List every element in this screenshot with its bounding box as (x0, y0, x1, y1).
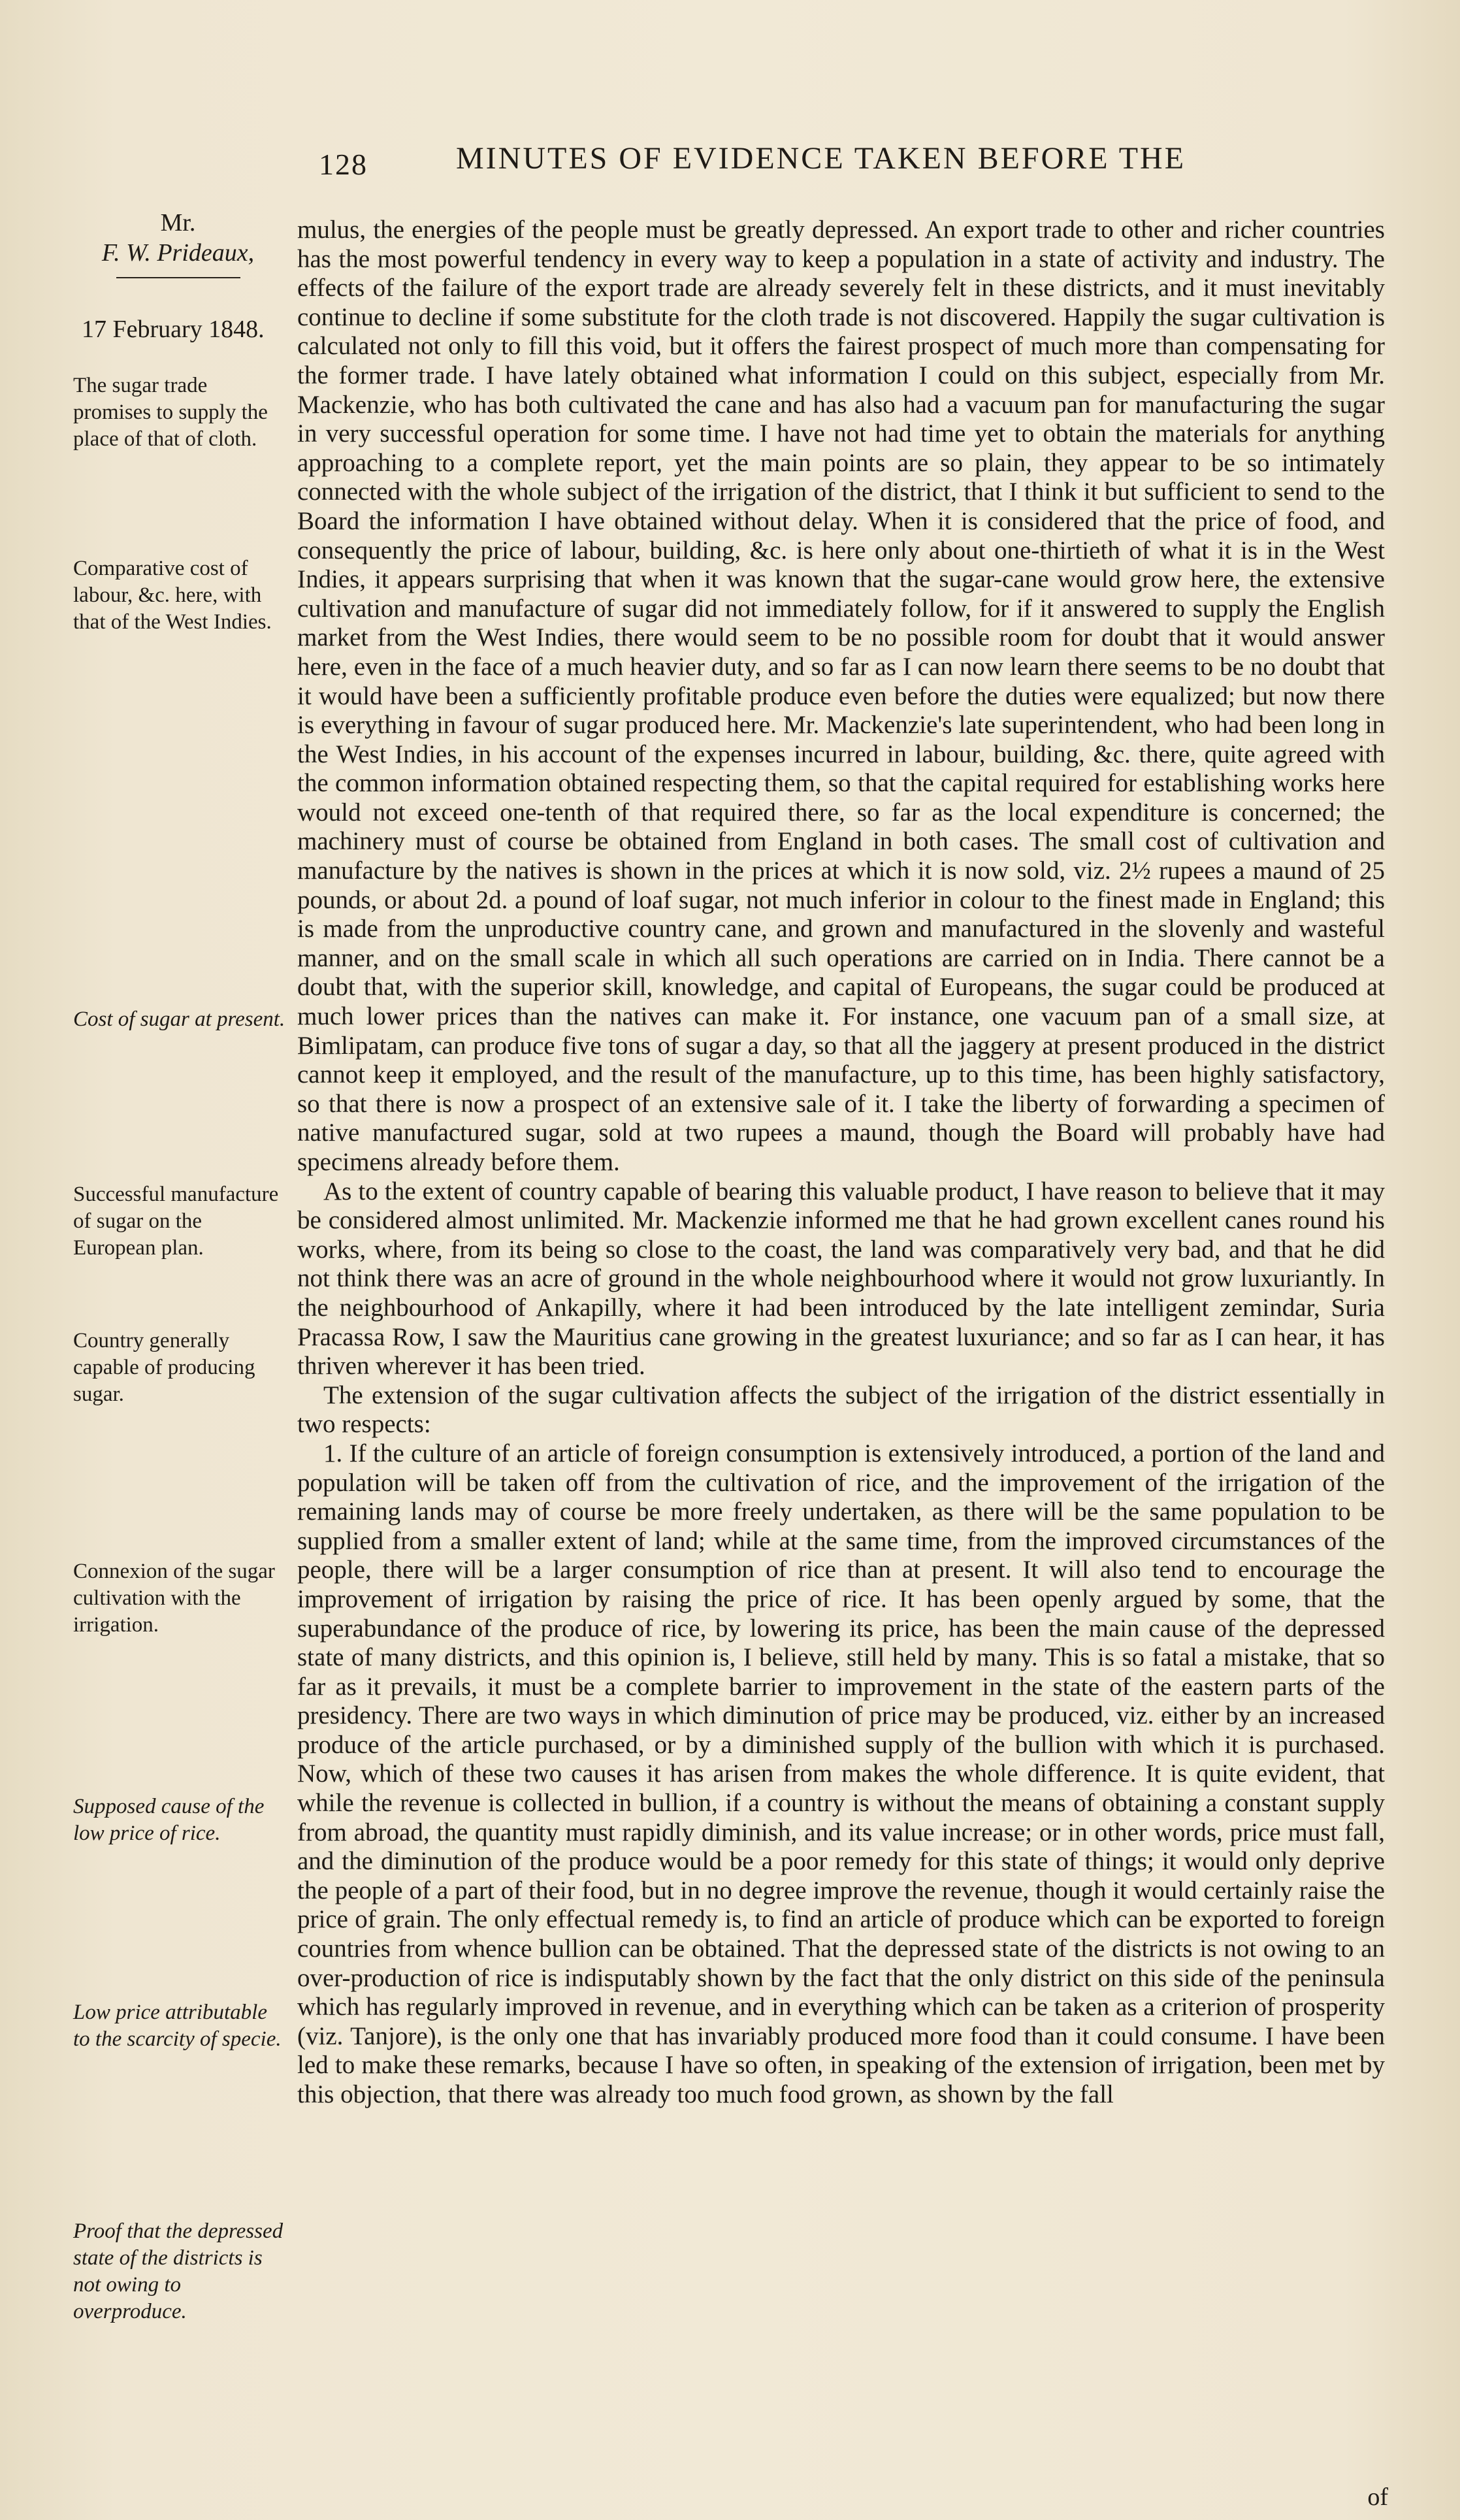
marginal-note: Connexion of the sugar cultivation with the irrigation. (73, 1560, 275, 1637)
evidence-date: 17 February 1848. (82, 316, 265, 343)
paragraph: mulus, the energies of the people must be greatly depressed. An export trade to other and richer countries has the most powerful tendency in every way to keep a population in a state of activity and industry. The effects of the failure of the export trade are already severely felt in these districts, and it must inevitably continue to decline if some substitute for the cloth trade is not discovered. Happily the sugar cultivation is calculated not only to fill this void, but it offers the fairest prospect of much more than compensating for the former trade. I have lately obtained what information I could on this subject, especially from Mr. Mackenzie, who has both cultivated the cane and has also had a vacuum pan for manufacturing the sugar in very successful operation for some time. I have not had time yet to obtain the materials for anything approaching to a complete report, yet the main points are so plain, they appear to be so intimately connected with the whole subject of the irrigation of the district, that I think it but sufficient to send to the Board the information I have obtained without delay. When it is considered that the price of food, and consequently the price of labour, building, &c. is here only about one-thirtieth of what it is in the West Indies, it appears surprising that when it was known that the sugar-cane would grow here, the extensive cultivation and manufacture of sugar did not immediately follow, for if it answered to supply the English market from the West Indies, there would seem to be no possible room for doubt that it would answer here, even in the face of a much heavier duty, and so far as I can now learn there seems to be no doubt that it would have been a sufficiently profitable produce even before the duties were equalized; but now there is everything in favour of sugar produced here. Mr. Mackenzie's late superintendent, who had been long in the West Indies, in his account of the expenses incurred in labour, building, &c. there, quite agreed with the common information obtained respecting them, so that the capital required for establishing works here would not exceed one-tenth of that required there, so far as the local expenditure is concerned; the machinery must of course be obtained from England in both cases. The small cost of cultivation and manufacture by the natives is shown in the prices at which it is now sold, viz. 2½ rupees a maund of 25 pounds, or about 2d. a pound of loaf sugar, not much inferior in colour to the finest made in England; this is made from the unproductive country cane, and grown and manufactured in the slovenly and wasteful manner, and on the small scale in which all such operations are carried on in India. There cannot be a doubt that, with the superior skill, knowledge, and capital of Europeans, the sugar could be produced at much lower prices than the natives can make it. For instance, one vacuum pan of a small size, at Bimlipatam, can produce five tons of sugar a day, so that all the jaggery at present produced in the district cannot keep it employed, and the result of the manufacture, up to this time, has been highly satisfactory, so that there is now a prospect of an extensive sale of it. I take the liberty of forwarding a specimen of native manufactured sugar, sold at two rupees a maund, though the Board will probably have had specimens already before them. (297, 216, 1385, 1176)
catchword: of (1367, 2483, 1388, 2511)
page-number: 128 (319, 148, 368, 181)
marginal-note: Proof that the depressed state of the districts is not owing to overproduce. (73, 2219, 284, 2323)
marginal-note: Low price attributable to the scarcity of specie. (73, 2001, 282, 2051)
paragraph: The extension of the sugar cultivation affects the subject of the irrigation of the district essentially in two respects: (297, 1381, 1385, 1439)
marginal-note: Cost of sugar at present. (73, 1007, 285, 1031)
paragraph: As to the extent of country capable of bearing this valuable product, I have reason to believe that it may be considered almost unlimited. Mr. Mackenzie informed me that he had grown excellent canes round his works, where, from its being so close to the coast, the land was comparatively very bad, and that he did not think there was an acre of ground in the whole neighbourhood where it would not grow luxuriantly. In the neighbourhood of Ankapilly, where it had been introduced by the late intelligent zemindar, Suria Pracassa Row, I saw the Mauritius cane growing in the greatest luxuriance; and so far as I can hear, it has thriven wherever it has been tried. (297, 1177, 1385, 1381)
margin-column (65, 0, 291, 2520)
paragraph: 1. If the culture of an article of foreign consumption is extensively introduced, a portion of the land and population will be taken off from the cultivation of rice, and the improvement of the irrigation of the remaining lands may of course be more freely undertaken, as there will be the same population to be supplied from a smaller extent of land; while at the same time, from the improved circumstances of the people, there will be a larger consumption of rice than at present. It will also tend to encourage the improvement of irrigation by raising the price of rice. It has been openly argued by some, that the superabundance of the produce of rice, by lowering its price, has been the main cause of the depressed state of many districts, and this opinion is, I believe, still held by many. This is so fatal a mistake, that so far as it prevails, it must be a complete barrier to improvement in the state of the eastern parts of the presidency. There are two ways in which diminution of price may be produced, viz. either by an increased produce of the article purchased, or by a diminished supply of the bullion with which it is purchased. Now, which of these two causes it has arisen from makes the whole difference. It is quite evident, that while the revenue is collected in bullion, if a country is without the means of obtaining a constant supply from abroad, the quantity must rapidly diminish, and its value increase; or in other words, price must fall, and the diminution of the produce would be a poor remedy for this state of things; it would only deprive the people of a part of their food, but in no degree improve the revenue, though it would certainly raise the price of grain. The only effectual remedy is, to find an article of produce which can be exported to foreign countries from whence bullion can be obtained. That the depressed state of the districts is not owing to an over-production of rice is indisputably shown by the fact that the only district on this side of the peninsula which has regularly improved in revenue, and in everything which can be taken as a criterion of prosperity (viz. Tanjore), is the only one that has invariably produced more food than it could consume. I have been led to make these remarks, because I have so often, in speaking of the extension of irrigation, been met by this objection, that there was already too much food grown, as shown by the fall (297, 1439, 1385, 2108)
witness-block (65, 208, 291, 278)
page-header (319, 140, 1390, 186)
running-title: MINUTES OF EVIDENCE TAKEN BEFORE THE (456, 141, 1186, 176)
marginal-note: Supposed cause of the low price of rice. (73, 1795, 265, 1845)
witness-name: F. W. Prideaux, (101, 239, 255, 267)
witness-title: Mr. (160, 209, 196, 237)
marginal-note: The sugar trade promises to supply the place of that of cloth. (73, 374, 268, 451)
witness-rule (116, 277, 240, 278)
marginal-note: Successful manufacture of sugar on the European plan. (73, 1183, 279, 1260)
marginal-note: Country generally capable of producing sugar. (73, 1329, 255, 1406)
body-text (297, 216, 1385, 2110)
marginal-note: Comparative cost of labour, &c. here, with that of the West Indies. (73, 557, 272, 634)
